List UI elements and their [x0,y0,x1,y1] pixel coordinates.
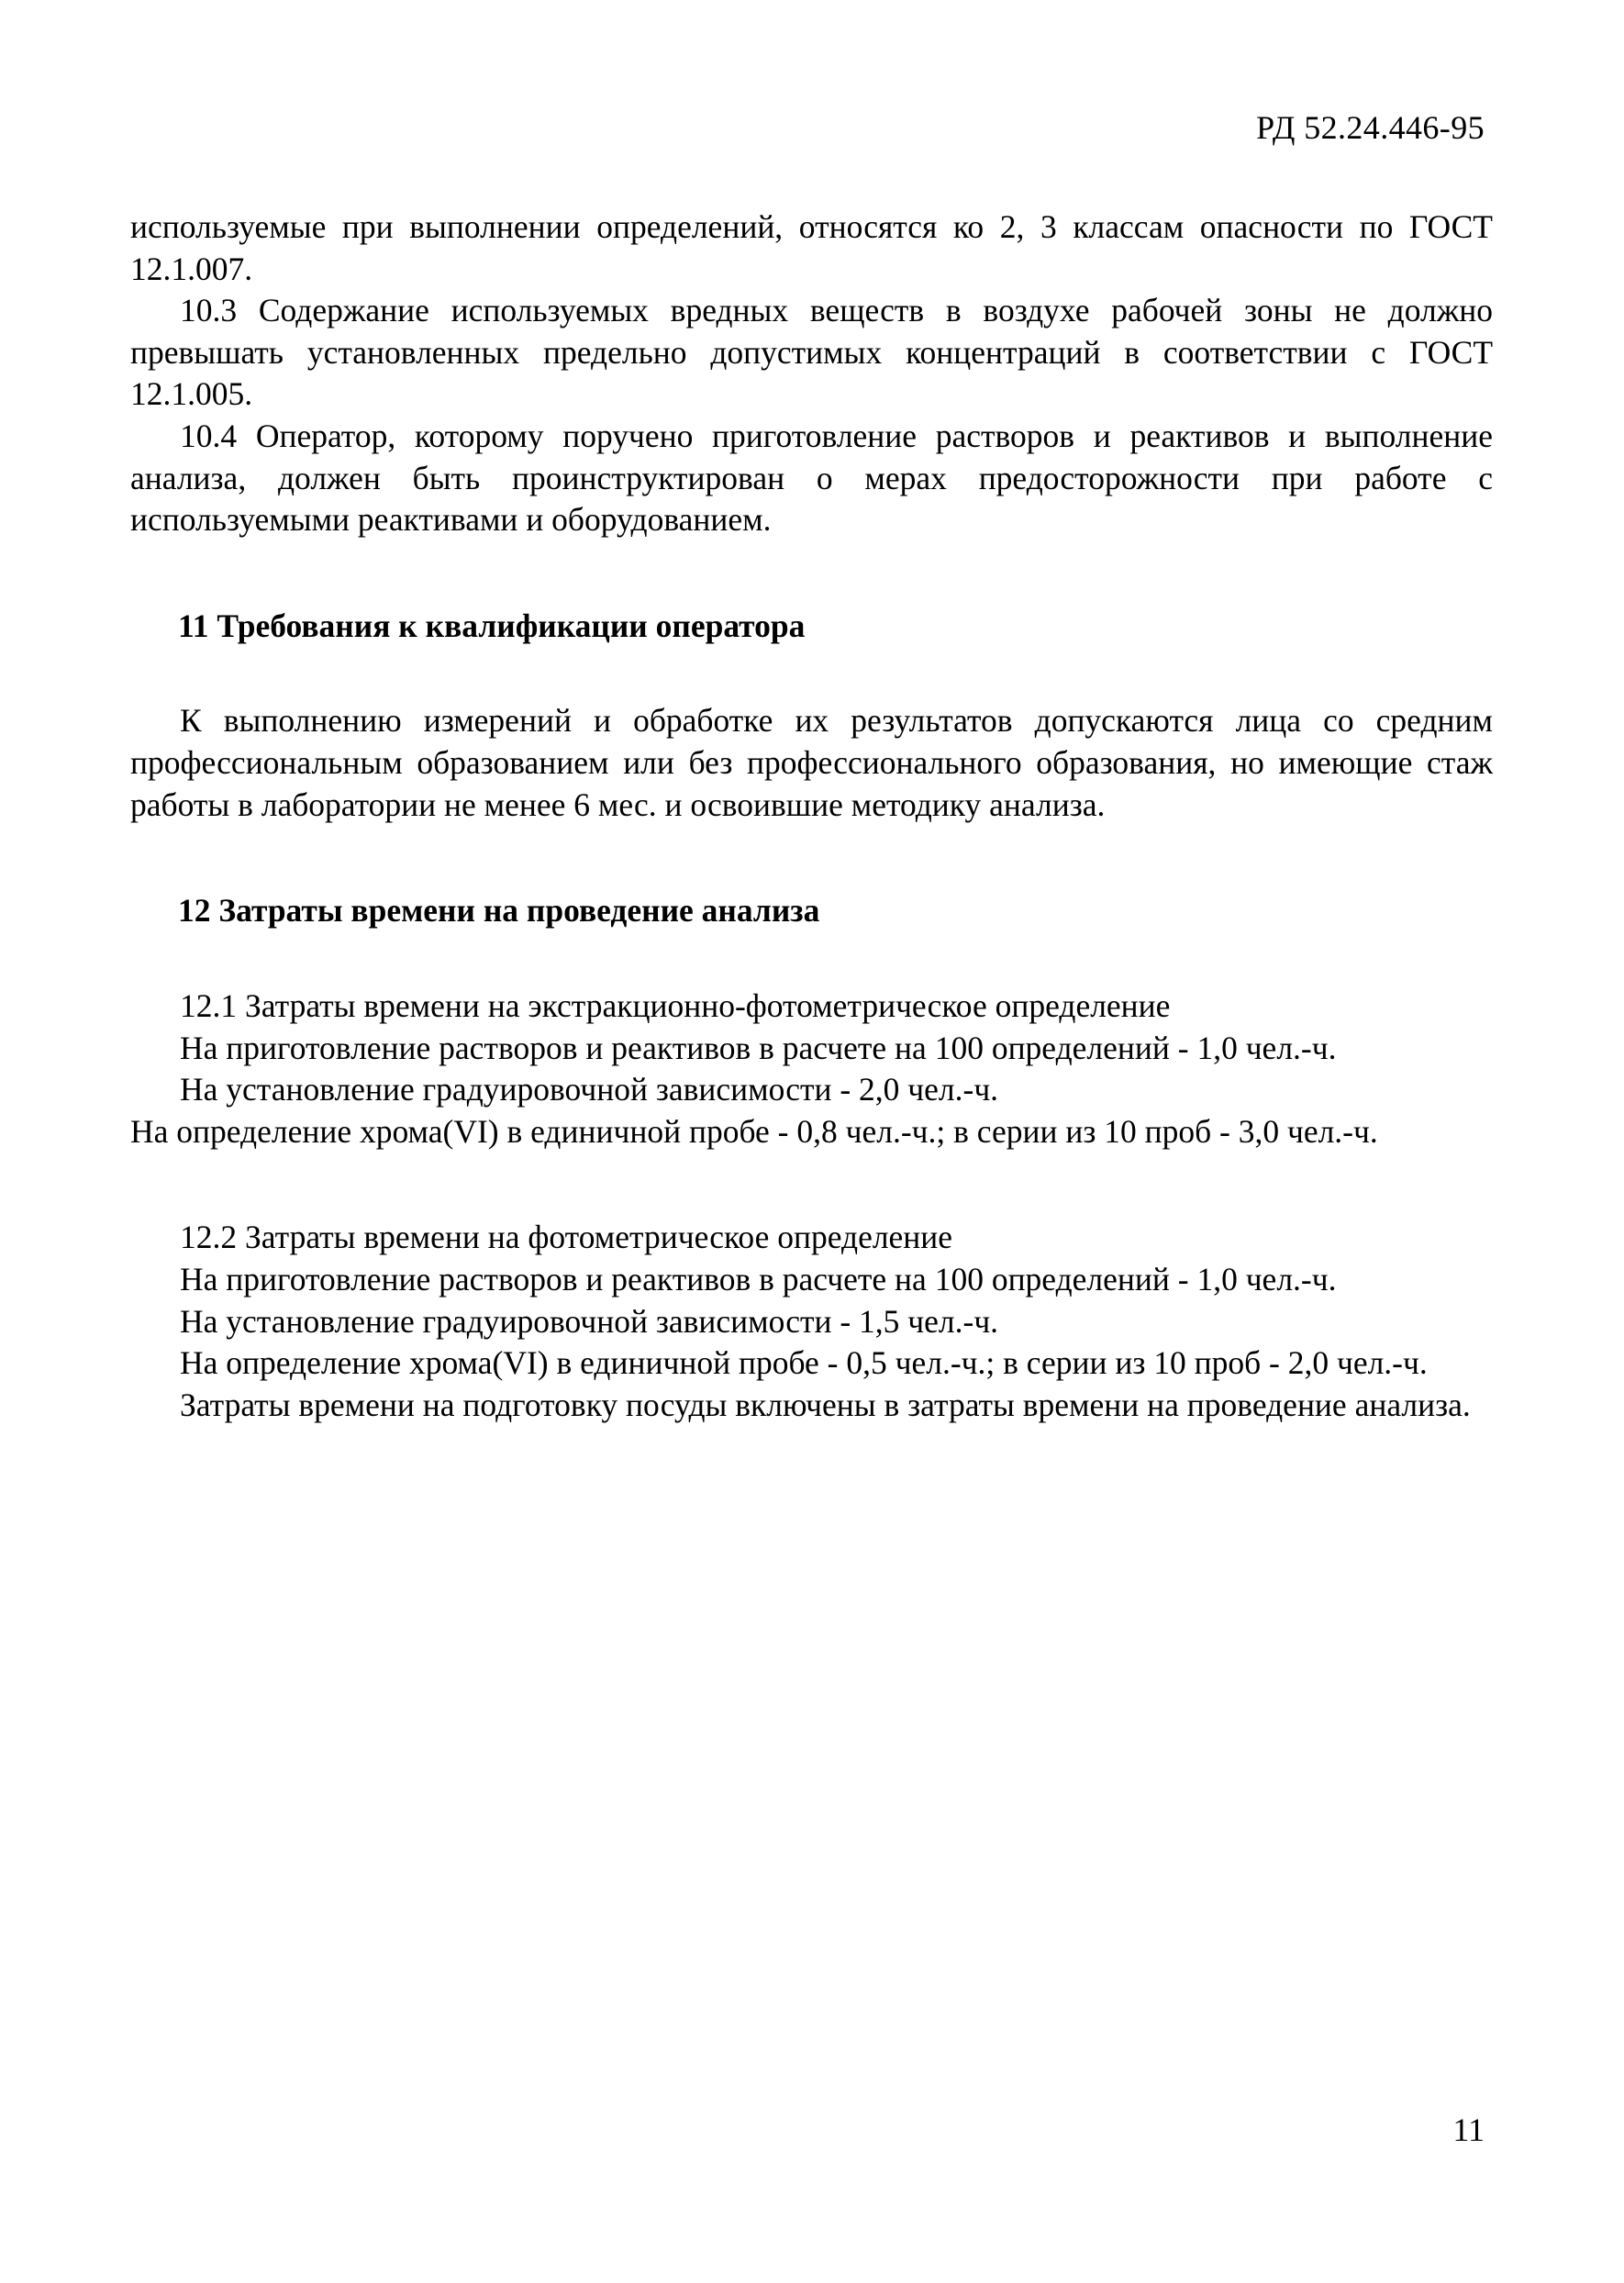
paragraph-12-2-glassware: Затраты времени на подготовку посуды включены в затраты времени на проведение анализа. [180,1386,1471,1423]
paragraph-12-2-reagents: На приготовление растворов и реактивов в расчете на 100 определений - 1,0 чел.-ч. [180,1260,1337,1297]
page-number: 11 [1452,2111,1485,2148]
paragraph-12-1-determination: На определение хрома(VI) в единичной пробе - 0,8 чел.-ч.; в серии из 10 проб - 3,0 чел.-ч. [130,1112,1378,1150]
paragraph-10-3: 10.3 Содержание используемых вредных веществ в воздухе рабочей зоны не должно превышать установленных предельно допустимых концентраций в соответствии с ГОСТ 12.1.005. [130,292,1493,413]
document-body [130,206,1493,1426]
document-header-code: РД 52.24.446-95 [1256,109,1485,146]
paragraph-12-2: 12.2 Затраты времени на фотометрическое определение [180,1219,953,1256]
paragraph-10-2-continuation: используемые при выполнении определений, относятся ко 2, 3 классам опасности по ГОСТ 12.1.007. [130,208,1493,287]
paragraph-12-2-determination: На определение хрома(VI) в единичной пробе - 0,5 чел.-ч.; в серии из 10 проб - 2,0 чел.-ч. [180,1344,1428,1382]
paragraph-11-body: К выполнению измерений и обработке их результатов допускаются лица со средним профессиональным образованием или без профессионального образования, но имеющие стаж работы в лаборатории не менее 6 мес. и освоившие методику анализа. [130,702,1493,823]
paragraph-12-2-calibration: На установление градуировочной зависимости - 1,5 чел.-ч. [180,1302,999,1340]
section-heading-12: 12 Затраты времени на проведение анализа [178,892,820,930]
paragraph-12-1: 12.1 Затраты времени на экстракционно-фотометрическое определение [180,986,1171,1024]
paragraph-12-1-calibration: На установление градуировочной зависимости - 2,0 чел.-ч. [180,1071,999,1108]
section-heading-11: 11 Требования к квалификации оператора [178,607,806,644]
paragraph-12-1-reagents: На приготовление растворов и реактивов в расчете на 100 определений - 1,0 чел.-ч. [180,1029,1337,1066]
paragraph-10-4: 10.4 Оператор, которому поручено приготовление растворов и реактивов и выполнение анализа, должен быть проинструктирован о мерах предосторожности при работе с используемыми реактивами и оборудованием. [130,418,1493,539]
